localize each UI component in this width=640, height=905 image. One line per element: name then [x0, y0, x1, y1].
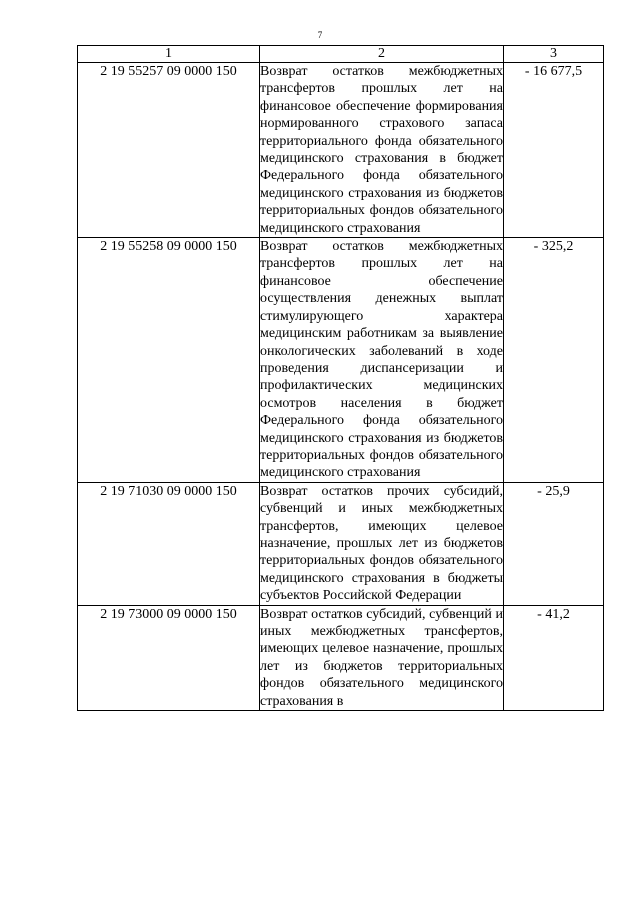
description-cell: Возврат остатков межбюджетных трансфертов прошлых лет на финансовое обеспечение формирования нормированного страхового запаса территориального фонда обязательного медицинского страхования в бюджет Федерального фонда обязательного медицинского страхования из бюджетов территориальных фондов обязательного медицинского страхования: [260, 64, 503, 236]
budget-code-cell: 2 19 71030 09 0000 150: [78, 482, 260, 605]
table-row: [78, 63, 604, 238]
description-text: Возврат остатков субсидий, субвенций и иных межбюджетных трансфертов, имеющих целевое назначение, прошлых лет из бюджетов территориальных фондов обязательного медицинского страхования в: [260, 606, 503, 709]
budget-table: [77, 45, 604, 711]
column-header-3: 3: [504, 46, 604, 63]
amount-cell: - 325,2: [504, 238, 604, 483]
description-cell: Возврат остатков межбюджетных трансфертов прошлых лет на финансовое обеспечение осуществления денежных выплат стимулирующего характера медицинским работникам за выявление онкологических заболеваний в ходе проведения диспансеризации и профилактических медицинских осмотров населения в бюджет Федерального фонда обязательного медицинского страхования из бюджетов территориальных фондов обязательного медицинского страхования: [260, 239, 503, 481]
column-header-1: 1: [78, 46, 260, 63]
description-cell: Возврат остатков прочих субсидий, субвенций и иных межбюджетных трансфертов, имеющих целевое назначение, прошлых лет из бюджетов территориальных фондов обязательного медицинского страхования в бюджеты субъектов Российской Федерации: [260, 483, 503, 604]
amount-cell: - 16 677,5: [504, 63, 604, 238]
page-number: 7: [317, 30, 323, 40]
column-header-2: 2: [260, 46, 504, 63]
amount-cell: - 25,9: [504, 482, 604, 605]
budget-code-cell: 2 19 73000 09 0000 150: [78, 605, 260, 710]
budget-code-cell: 2 19 55258 09 0000 150: [78, 238, 260, 483]
table-row: [78, 238, 604, 483]
description-cell: [260, 605, 504, 710]
table-row: [78, 482, 604, 605]
table-row: [78, 605, 604, 710]
budget-code-cell: 2 19 55257 09 0000 150: [78, 63, 260, 238]
table-header-row: [78, 46, 604, 63]
amount-cell: - 41,2: [504, 605, 604, 710]
